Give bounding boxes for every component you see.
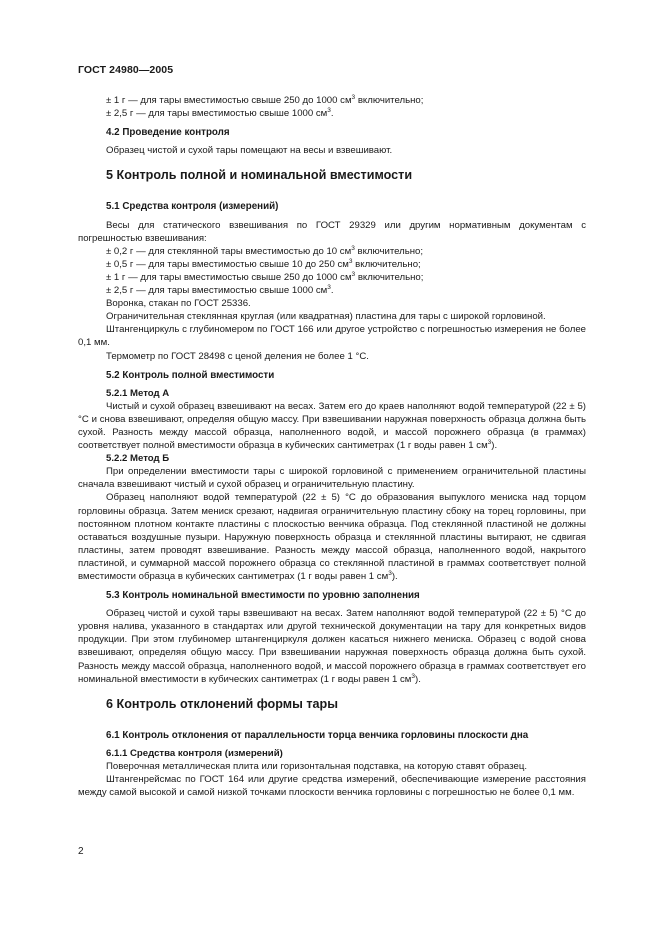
section-heading-5: 5 Контроль полной и номинальной вместимости xyxy=(106,168,413,183)
paragraph: Штангенциркуль с глубиномером по ГОСТ 166 или другое устройство с погрешностью измерения не более 0,1 мм. xyxy=(78,324,586,349)
list-item: ± 2,5 г — для тары вместимостью свыше 1000 $см^3$. xyxy=(106,284,334,297)
list-item: ± 0,2 г — для стеклянной тары вместимостью до 10 $см^3$ включительно; xyxy=(106,244,424,257)
section-heading-5-3: 5.3 Контроль номинальной вместимости по уровню заполнения xyxy=(106,590,420,602)
paragraph: Весы для статического взвешивания по ГОСТ 29329 или другим нормативным документам с погрешностью взвешивания: xyxy=(78,219,586,244)
document-header: ГОСТ 24980—2005 xyxy=(78,64,174,76)
subsection-heading-6-1-1: 6.1.1 Средства контроля (измерений) xyxy=(106,747,283,759)
paragraph: Воронка, стакан по ГОСТ 25336. xyxy=(106,298,251,310)
page-number: 2 xyxy=(78,846,84,857)
section-heading-5-1: 5.1 Средства контроля (измерений) xyxy=(106,201,279,213)
subsection-heading-5-2-1: 5.2.1 Метод А xyxy=(106,387,170,399)
section-heading-6: 6 Контроль отклонений формы тары xyxy=(106,696,338,711)
document-body xyxy=(78,94,586,799)
paragraph: Образец наполняют водой температурой (22 ± 5) °С до образования выпуклого мениска над торцом горловины образца. Затем мениск срезают, надвигая ограничительную пластину сбоку на торец горловины, при постоянном плотном контакте пластины с плоскостью венчика образца. Под стеклянной пластиной не должны оставаться воздушные пузыри. Наружную поверхность образца и стеклянной пластины вытирают, не сдвигая пластины, затем проводят взвешивание. Разность между массой образца, наполненного водой, накрытого пластиной, и суммарной массой порожнего образца со стеклянной пластиной в граммах соответствует полной вместимости образца в кубических сантиметрах (1 г воды равен 1 $см^3$). xyxy=(78,492,586,582)
list-item: ± 2,5 г — для тары вместимостью свыше 1000 $см^3$. xyxy=(106,107,334,120)
list-item: ± 0,5 г — для тары вместимостью свыше 10 до 250 $см^3$ включительно; xyxy=(106,257,421,270)
list-item: ± 1 г — для тары вместимостью свыше 250 до 1000 $см^3$ включительно; xyxy=(106,270,424,283)
paragraph: Образец чистой и сухой тары помещают на весы и взвешивают. xyxy=(106,145,393,157)
paragraph: Чистый и сухой образец взвешивают на весах. Затем его до краев наполняют водой температурой (22 ± 5) °С и снова взвешивают, определяя общую массу. При взвешивании наружная поверхность образца должна быть сухой. Разность между массой образца, наполненного водой, и массой порожнего образца (в граммах) соответствует полной вместимости образца в кубических сантиметрах (1 г воды равен 1 $см^3$). xyxy=(78,400,586,452)
paragraph: При определении вместимости тары с широкой горловиной с применением ограничительной пластины сначала взвешивают чистый и сухой образец и ограничительную пластину. xyxy=(78,466,586,491)
paragraph: Штангенрейсмас по ГОСТ 164 или другие средства измерений, обеспечивающие измерение расстояния между самой высокой и самой низкой точками плоскости венчика горловины с погрешностью не более 0,1 мм. xyxy=(78,774,586,799)
section-heading-5-2: 5.2 Контроль полной вместимости xyxy=(106,369,275,381)
paragraph: Поверочная металлическая плита или горизонтальная подставка, на которую ставят образец. xyxy=(106,761,527,773)
paragraph: Ограничительная стеклянная круглая (или квадратная) пластина для тары с широкой горловиной. xyxy=(106,311,546,323)
list-item: ± 1 г — для тары вместимостью свыше 250 до 1000 $см^3$ включительно; xyxy=(106,94,424,106)
paragraph: Термометр по ГОСТ 28498 с ценой деления не более 1 °С. xyxy=(106,350,369,362)
paragraph: Образец чистой и сухой тары взвешивают на весах. Затем наполняют водой температурой (22 ± 5) °С до уровня налива, указанного в стандартах или другой технической документации на тару для конкретных видов продукции. При этом глубиномер штангенциркуля должен касаться нижнего мениска. Образец с водой снова взвешивают, определяя общую массу. При взвешивании наружная поверхность образца должна быть сухой. Разность между массой образца, наполненного водой, и массой порожнего образца в граммах соответствует его номинальной вместимости в кубических сантиметрах (1 г воды равен 1 $см^3$). xyxy=(78,608,586,685)
subsection-heading-5-2-2: 5.2.2 Метод Б xyxy=(106,453,170,465)
section-heading-6-1: 6.1 Контроль отклонения от параллельности торца венчика горловины плоскости дна xyxy=(106,729,529,741)
section-heading-4-2: 4.2 Проведение контроля xyxy=(106,127,230,139)
